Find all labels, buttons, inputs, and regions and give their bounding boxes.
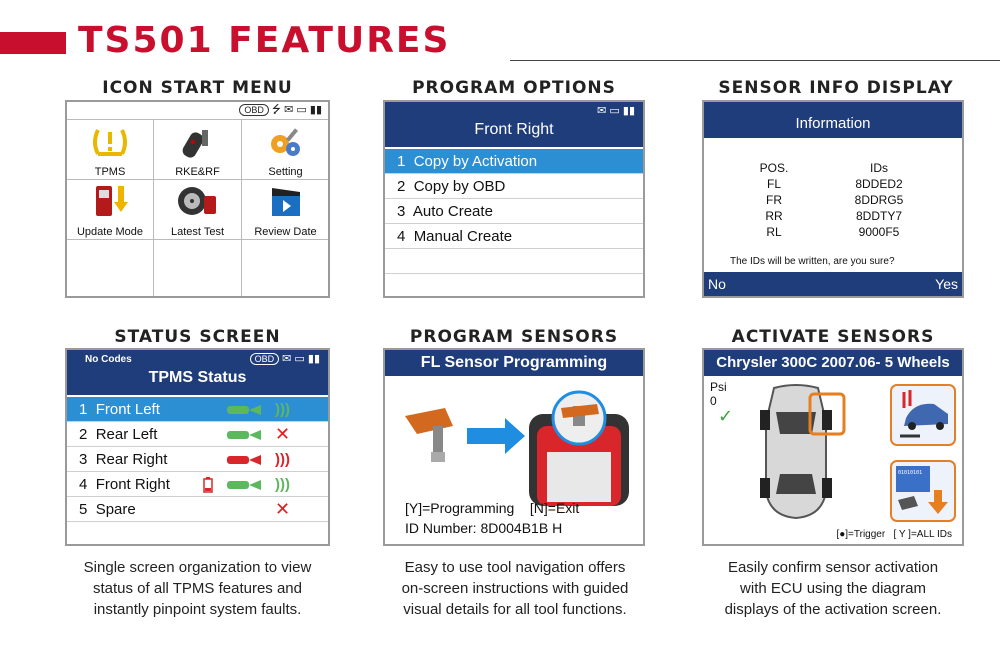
menu-empty-cell [67,240,154,298]
option-manual-create[interactable] [385,224,643,249]
sensor-info-screen [702,100,964,298]
menu-item-latest-test[interactable] [154,180,242,240]
option-copy-by-activation[interactable] [385,149,643,174]
no-button[interactable]: No [708,276,726,292]
program-options-screen [383,100,645,298]
desc-line: Easy to use tool navigation offers [404,559,626,576]
svg-text:01010101: 01010101 [898,470,923,476]
action-bar [704,272,962,296]
update-device-icon [90,182,130,220]
mail-icon: ✉ [597,105,607,117]
row-num: 3 [79,451,88,468]
gears-icon [266,124,306,160]
empty-row [67,522,328,546]
status-screen-description [50,557,345,620]
status-row-rear-left[interactable] [67,422,328,447]
section-title-activate-sensors: ACTIVATE SENSORS [731,327,935,347]
programming-instruction: [Y]=Programming [N]=Exit [405,500,580,516]
id-cell: 9000F5 [858,225,900,239]
id-number: ID Number: 8D004B1B H [405,520,563,536]
row-label: Rear Left [95,426,158,443]
desc-line: Easily confirm sensor activation [727,559,939,576]
signal-alert-icon: ))) [275,451,290,468]
option-num: 4 [397,228,406,245]
menu-label: Setting [268,166,303,178]
battery-icon: ▮▮ [309,104,322,116]
status-row-rear-right[interactable] [67,447,328,472]
car-icon: ▭ [294,353,305,365]
desc-line: status of all TPMS features and [93,580,302,597]
tire-icon [176,182,220,220]
menu-empty-cell [154,240,242,298]
section-title-sensor-info: SENSOR INFO DISPLAY [718,78,954,98]
desc-line: with ECU using the diagram [740,580,926,597]
activate-sensors-description [690,557,976,620]
fail-x-icon: ✕ [275,424,291,444]
menu-item-setting[interactable] [242,120,330,180]
title-bar: Chrysler 300C 2007.06- 5 Wheels [704,350,962,376]
title-bar [385,102,643,147]
scan-tool-icon [529,392,629,506]
battery-icon: ▮▮ [622,105,635,117]
mail-icon: ✉ [284,104,294,116]
row-label: Spare [95,501,136,518]
title-bar: FL Sensor Programming [385,350,643,376]
sensor-green-icon [227,478,263,492]
battery-icon: ▮▮ [307,353,320,365]
empty-row [385,249,643,274]
menu-item-rke-rf[interactable] [154,120,242,180]
option-copy-by-obd[interactable] [385,174,643,199]
car-trigger-icon [890,384,956,446]
activate-sensors-screen [702,348,964,546]
header-accent-bar [0,32,66,54]
programming-illustration [397,386,637,506]
desc-line: on-screen instructions with guided [401,580,629,597]
id-cell: 8DDTY7 [855,209,902,223]
no-codes-label: No Codes [85,354,132,365]
arrow-icon [467,418,525,454]
status-row-spare[interactable] [67,497,328,522]
status-icons [250,352,320,365]
program-sensors-screen [383,348,645,546]
usb-icon: ⭍ [271,104,282,116]
status-screen [65,348,330,546]
desc-line: visual details for all tool functions. [403,601,627,618]
sensor-green-icon [227,403,263,417]
row-label: Front Right [95,476,170,493]
sensor-download-icon [890,460,956,522]
status-bar [67,102,328,120]
psi-readout [710,380,727,408]
header-divider [510,60,1000,61]
status-icons [597,104,635,117]
menu-label: TPMS [94,166,126,178]
clapper-icon [266,182,306,220]
obd-icon: OBD [239,104,269,116]
menu-item-review-date[interactable] [242,180,330,240]
menu-label: Latest Test [171,226,224,238]
option-label: Copy by Activation [413,153,538,170]
option-label: Copy by OBD [413,178,506,195]
section-title-status-screen: STATUS SCREEN [114,327,281,347]
desc-line: Single screen organization to view [83,559,312,576]
ids-header: IDs [870,161,888,175]
signal-ok-icon: ))) [275,401,290,418]
section-title-program-options: PROGRAM OPTIONS [412,78,616,98]
program-sensors-description [370,557,660,620]
menu-label: Review Date [254,226,317,238]
menu-item-tpms[interactable] [67,120,154,180]
empty-row [385,274,643,298]
icon-menu-screen [65,100,330,298]
status-row-front-left[interactable] [67,397,328,422]
row-num: 4 [79,476,88,493]
page-title: TS501 FEATURES [78,20,451,61]
row-label: Rear Right [95,451,168,468]
menu-label: Update Mode [76,226,144,238]
option-num: 1 [397,153,406,170]
pos-header: POS. [759,161,789,175]
row-label: Front Left [95,401,160,418]
id-cell: 8DDRG5 [854,193,904,207]
id-cell: 8DDED2 [855,177,903,191]
car-top-view-icon [734,382,864,522]
screen-title: TPMS Status [148,369,247,386]
section-title-program-sensors: PROGRAM SENSORS [409,327,619,347]
desc-line: displays of the activation screen. [724,601,942,618]
tpms-sensor-icon [405,408,453,462]
icon-grid [67,120,328,296]
pos-cell: RR [765,209,783,223]
desc-line: instantly pinpoint system faults. [93,601,302,618]
status-row-front-right[interactable] [67,472,328,497]
option-auto-create[interactable] [385,199,643,224]
car-icon: ▭ [609,105,620,117]
screen-title: Front Right [474,121,554,138]
fail-x-icon: ✕ [275,499,291,519]
option-label: Manual Create [413,228,513,245]
tpms-warning-icon [90,124,130,160]
confirm-prompt: The IDs will be written, are you sure? [730,256,895,267]
pos-cell: FL [766,177,781,191]
row-num: 2 [79,426,88,443]
mail-icon: ✉ [282,353,292,365]
section-title-icon-menu: ICON START MENU [102,78,293,98]
menu-empty-cell [242,240,330,298]
signal-ok-icon: ))) [275,476,290,493]
sensor-green-icon [227,428,263,442]
obd-icon: OBD [250,353,280,365]
option-label: Auto Create [412,203,493,220]
row-num: 5 [79,501,88,518]
pos-column [754,160,794,240]
sensor-red-icon [227,453,263,467]
row-num: 1 [79,401,88,418]
yes-button[interactable]: Yes [935,276,958,292]
psi-value: 0 [710,394,717,408]
low-battery-icon [203,477,213,493]
title-bar [67,350,328,395]
ids-column [844,160,914,240]
title-bar: Information [704,102,962,138]
option-num: 2 [397,178,406,195]
activate-footer-hint: [●]=Trigger [ Y ]=ALL IDs [836,529,952,540]
check-icon: ✓ [718,406,734,426]
pos-cell: FR [766,193,782,207]
car-icon: ▭ [296,104,307,116]
menu-label: RKE&RF [175,166,220,178]
key-fob-icon [178,124,218,160]
option-num: 3 [397,203,406,220]
menu-item-update-mode[interactable] [67,180,154,240]
psi-label: Psi [710,380,727,394]
pos-cell: RL [766,225,782,239]
